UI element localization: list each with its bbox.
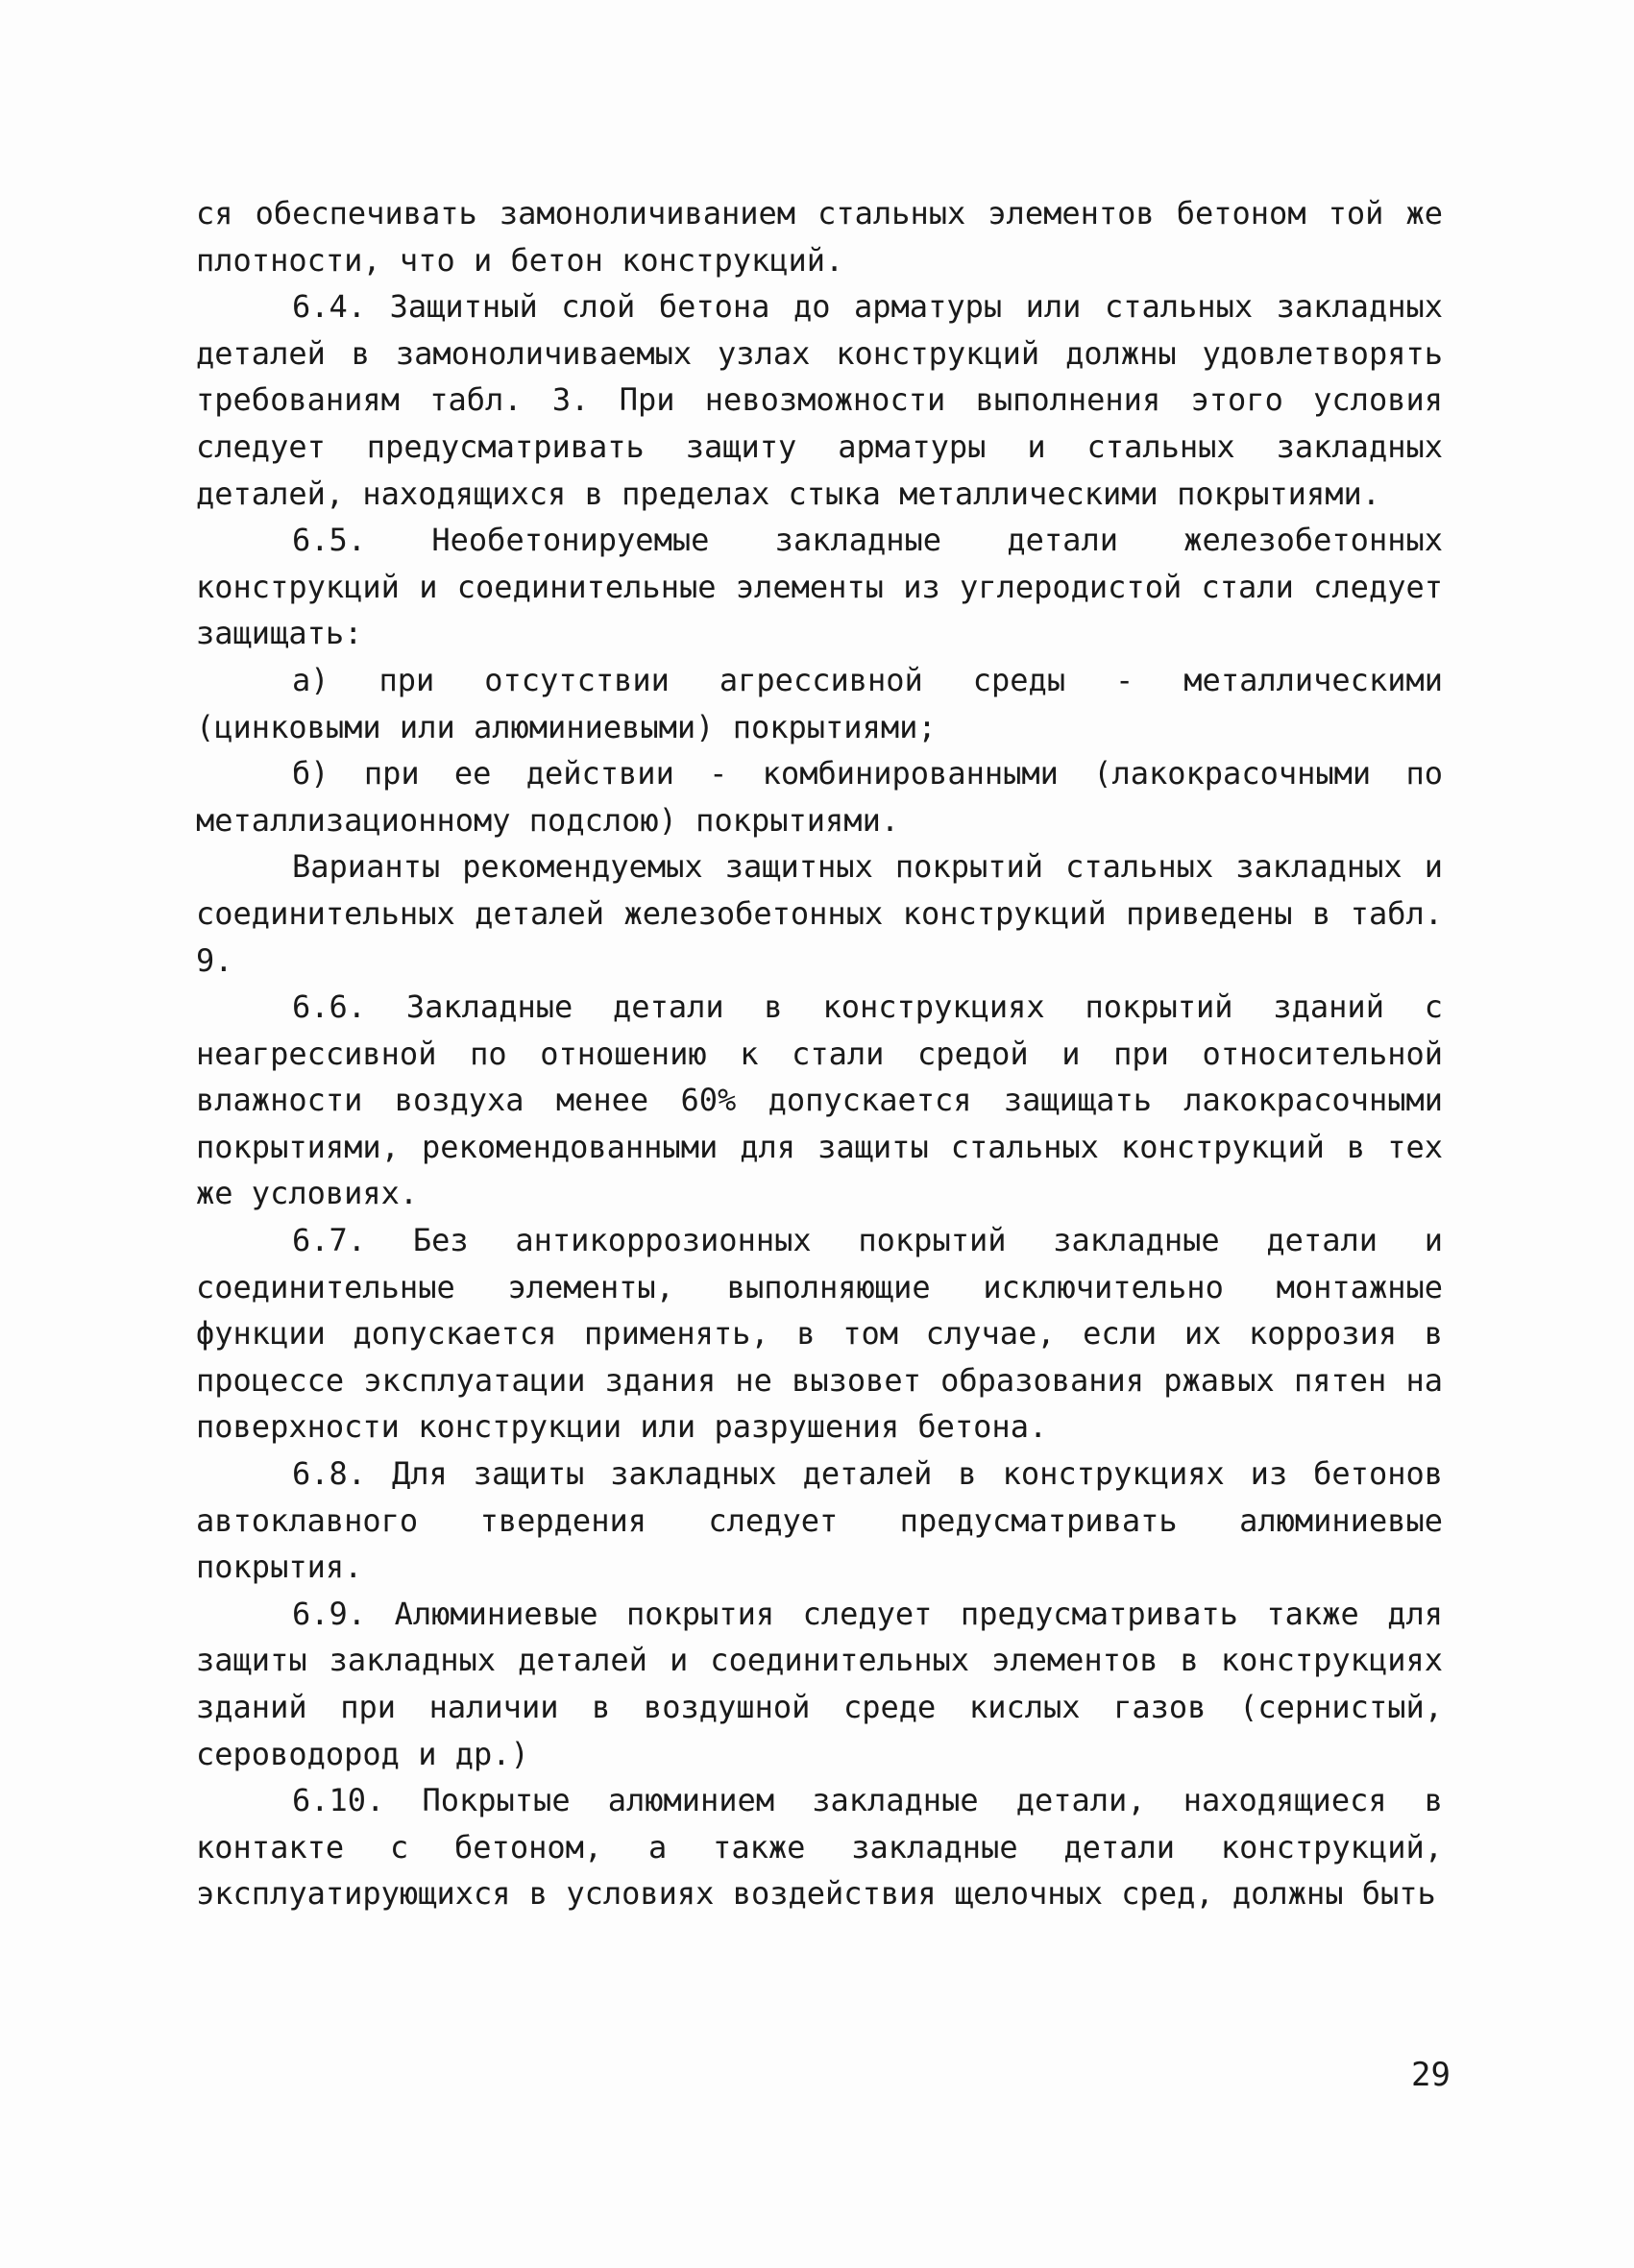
paragraph-text: б) при ее действии - комбинированными (лакокрасочными по металлизационному подслою) покрытиями. [196,755,1443,839]
clause-number: 6.7. [292,1222,367,1259]
paragraph-6-10 [196,1777,1443,1917]
paragraph-6-8 [196,1451,1443,1591]
clause-number: 6.9. [292,1595,367,1632]
paragraph-6-4 [196,283,1443,517]
paragraph-continuation [196,190,1443,283]
page-number: 29 [1411,2056,1451,2094]
paragraph-6-5 [196,517,1443,657]
paragraph-text: Для защиты закладных деталей в конструкциях из бетонов автоклавного твердения следует предусматривать алюминиевые покрытия. [196,1455,1444,1586]
paragraph-text: Алюминиевые покрытия следует предусматривать также для защиты закладных деталей и соединительных элементов в конструкциях зданий при наличии в воздушной среде кислых газов (сернистый, сероводород и др.) [196,1595,1444,1772]
paragraph-text: Закладные детали в конструкциях покрытий зданий с неагрессивной по отношению к стали средой и при относительной влажности воздуха менее 60% допускается защищать лакокрасочными покрытиями, рекомендованными для защиты стальных конструкций в тех же условиях. [196,988,1444,1212]
paragraph-6-9 [196,1591,1443,1777]
body-text [196,190,1443,1917]
paragraph-text: Необетонируемые закладные детали железобетонных конструкций и соединительные элементы из углеродистой стали следует защищать: [196,522,1443,652]
list-item-a [196,657,1443,750]
clause-number: 6.10. [292,1782,385,1819]
paragraph-text: Без антикоррозионных покрытий закладные детали и соединительные элементы, выполняющие исключительно монтажные функции допускается применять, в том случае, если их коррозия в процессе эксплуатации здания не вызовет образования ржавых пятен на поверхности конструкции или разрушения бетона. [196,1222,1444,1446]
paragraph-variants [196,843,1443,984]
paragraph-6-7 [196,1217,1443,1451]
clause-number: 6.5. [292,522,367,559]
list-item-b [196,750,1443,843]
paragraph-text: Защитный слой бетона до арматуры или стальных закладных деталей в замоноличиваемых узлах конструкций должны удовлетворять требованиям табл. 3. При невозможности выполнения этого условия следует предусматривать защиту арматуры и стальных закладных деталей, находящихся в пределах стыка металлическими покрытиями. [196,288,1444,512]
clause-number: 6.4. [292,288,367,326]
paragraph-text: Варианты рекомендуемых защитных покрытий стальных закладных и соединительных деталей железобетонных конструкций приведены в табл. 9. [196,848,1443,979]
clause-number: 6.6. [292,988,367,1026]
paragraph-text: а) при отсутствии агрессивной среды - металлическими (цинковыми или алюминиевыми) покрытиями; [196,661,1443,745]
clause-number: 6.8. [292,1455,367,1493]
paragraph-6-6 [196,984,1443,1217]
paragraph-text: ся обеспечивать замоноличиванием стальных элементов бетоном той же плотности, что и бетон конструкций. [196,195,1443,279]
paragraph-text: Покрытые алюминием закладные детали, находящиеся в контакте с бетоном, а также закладные детали конструкций, эксплуатирующихся в условиях воздействия щелочных сред, должны быть [196,1782,1444,1913]
